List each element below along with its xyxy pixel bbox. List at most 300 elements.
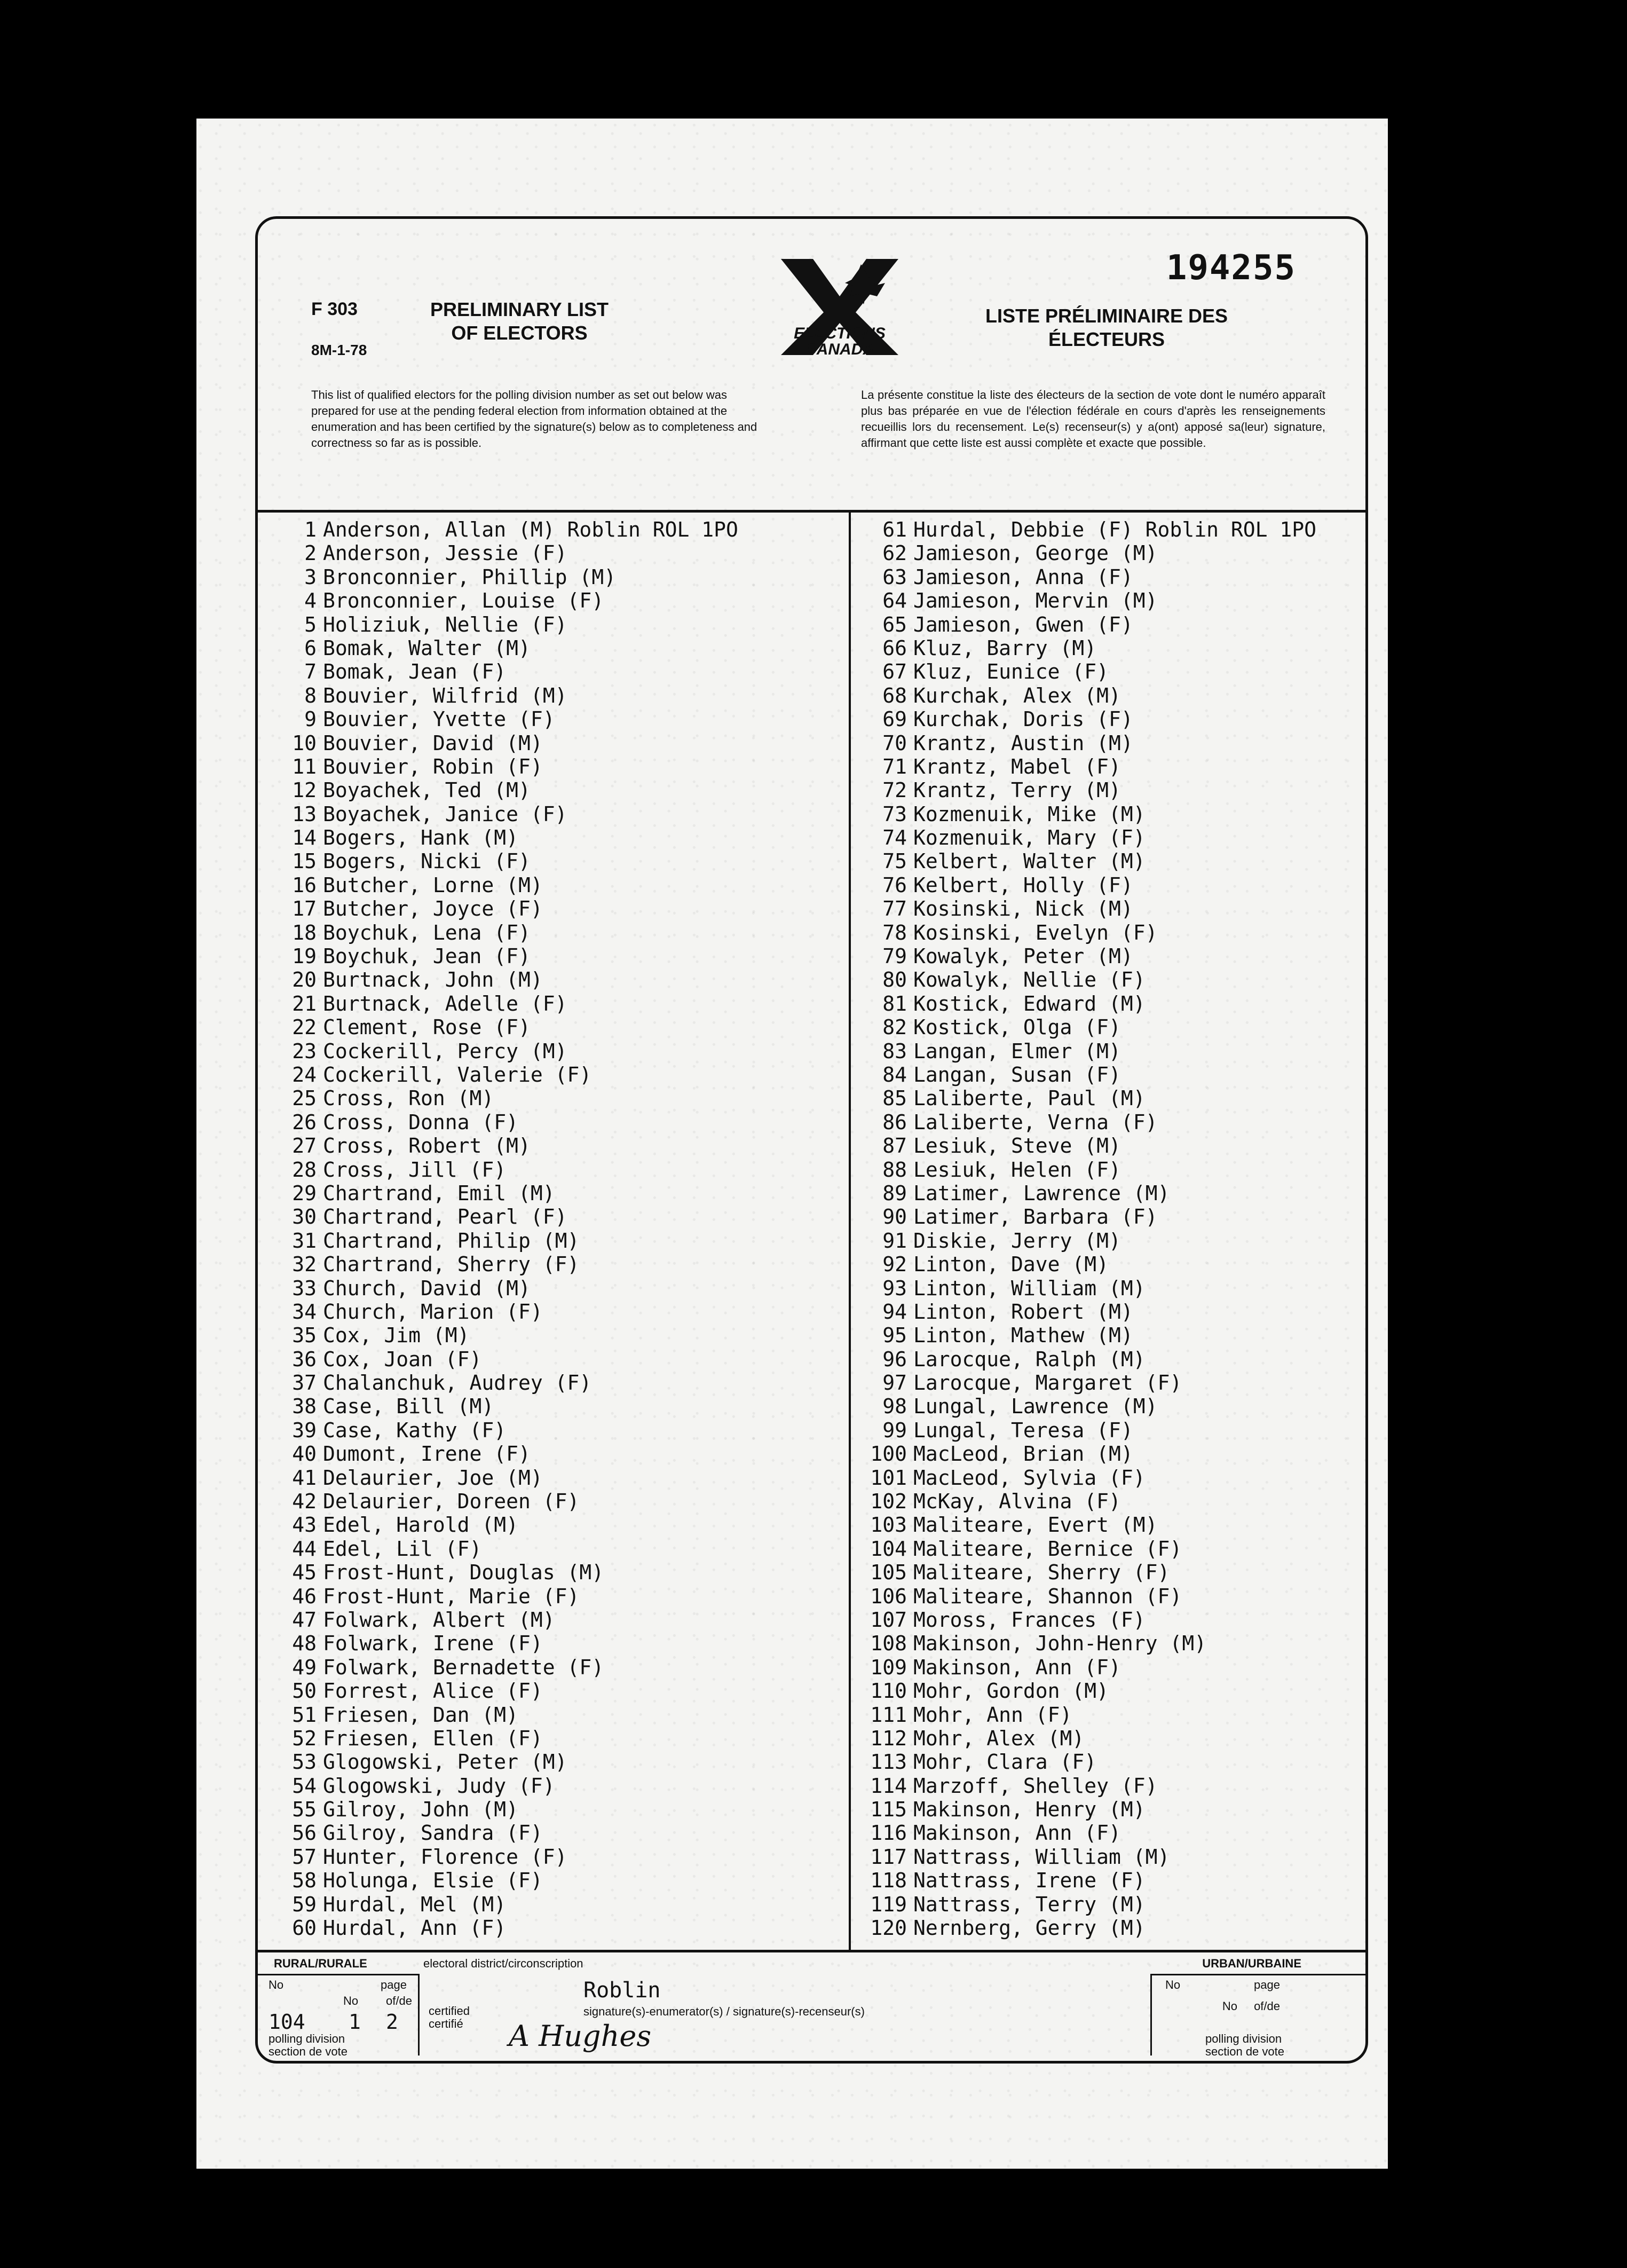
elector-row: [856, 755, 1316, 778]
elector-number: 48: [292, 1632, 317, 1656]
elector-number: 59: [292, 1892, 317, 1916]
elector-row: [268, 1608, 738, 1632]
elector-number: 91: [882, 1228, 907, 1253]
elector-name: Boychuk, Lena (F): [323, 920, 531, 944]
elector-row: [268, 921, 738, 944]
elector-number: 39: [292, 1418, 317, 1442]
elector-row: [268, 826, 738, 849]
elector-row: [856, 921, 1316, 944]
elector-number: 47: [292, 1608, 317, 1632]
document-page: [196, 119, 1388, 2169]
elector-row: [268, 1679, 738, 1703]
elector-name: Bouvier, David (M): [323, 731, 543, 755]
elector-row: [856, 1893, 1316, 1916]
elector-number: 23: [292, 1039, 317, 1063]
elector-name: Laliberte, Verna (F): [913, 1110, 1158, 1134]
elector-number: 64: [882, 589, 907, 613]
elector-number: 45: [292, 1561, 317, 1585]
elector-name: Kosinski, Nick (M): [913, 897, 1133, 921]
elector-name: Bogers, Hank (M): [323, 826, 519, 850]
elector-row: [268, 1134, 738, 1157]
elector-name: Delaurier, Doreen (F): [323, 1490, 580, 1514]
elector-row: [856, 1111, 1316, 1134]
elector-name: Anderson, Allan (M) Roblin ROL 1PO: [323, 518, 738, 541]
elector-number: 28: [292, 1157, 317, 1182]
elector-row: [268, 660, 738, 683]
elector-number: 53: [292, 1750, 317, 1774]
elector-name: Laliberte, Paul (M): [913, 1086, 1146, 1111]
elector-row: [856, 1585, 1316, 1608]
page-of: 2: [386, 2010, 398, 2034]
elector-number: 2: [304, 541, 317, 565]
polling-division-number: 104: [268, 2010, 305, 2034]
elector-number: 96: [882, 1347, 907, 1371]
elector-row: [856, 1608, 1316, 1632]
elector-name: Krantz, Mabel (F): [913, 754, 1121, 778]
elector-number: 67: [882, 660, 907, 684]
elector-row: [856, 1371, 1316, 1395]
elector-row: [268, 1419, 738, 1442]
elector-number: 60: [292, 1916, 317, 1940]
elector-name: Jamieson, Anna (F): [913, 565, 1133, 589]
elector-number: 5: [304, 612, 317, 636]
elector-number: 52: [292, 1726, 317, 1750]
elector-number: 49: [292, 1655, 317, 1679]
elector-name: Larocque, Margaret (F): [913, 1371, 1182, 1395]
polling-division-label: polling division section de vote: [268, 2032, 347, 2058]
elector-number: 105: [870, 1561, 907, 1585]
elector-number: 20: [292, 968, 317, 992]
elector-name: Cockerill, Valerie (F): [323, 1062, 592, 1086]
elector-name: MacLeod, Brian (M): [913, 1442, 1133, 1466]
electoral-district: Roblin: [583, 1978, 661, 2003]
elector-row: [856, 1134, 1316, 1157]
elector-row: [268, 1253, 738, 1276]
elector-number: 13: [292, 802, 317, 826]
elector-row: [268, 1703, 738, 1727]
elector-number: 27: [292, 1134, 317, 1158]
elector-number: 31: [292, 1228, 317, 1253]
elector-row: [268, 1656, 738, 1679]
elector-number: 80: [882, 968, 907, 992]
elector-number: 62: [882, 541, 907, 565]
elector-number: 83: [882, 1039, 907, 1063]
elector-name: Marzoff, Shelley (F): [913, 1774, 1158, 1798]
elector-name: Jamieson, George (M): [913, 541, 1158, 565]
elector-name: Linton, Robert (M): [913, 1300, 1133, 1324]
elector-row: [856, 1324, 1316, 1347]
elector-name: Makinson, Henry (M): [913, 1798, 1146, 1822]
elector-name: Cross, Ron (M): [323, 1086, 494, 1111]
elector-number: 114: [870, 1774, 907, 1798]
elector-number: 66: [882, 636, 907, 660]
elector-row: [856, 1537, 1316, 1561]
elector-row: [856, 1679, 1316, 1703]
elector-name: Krantz, Terry (M): [913, 778, 1121, 802]
elector-row: [268, 731, 738, 755]
elector-number: 74: [882, 826, 907, 850]
elector-row: [856, 1229, 1316, 1253]
elector-name: Cross, Donna (F): [323, 1110, 519, 1134]
elector-row: [268, 1371, 738, 1395]
serial-number: 194255: [1166, 248, 1296, 288]
urban-polling-division-label: polling division section de vote: [1205, 2032, 1284, 2058]
elector-number: 40: [292, 1442, 317, 1466]
elector-number: 55: [292, 1798, 317, 1822]
elector-row: [856, 1916, 1316, 1940]
elector-name: Hunter, Florence (F): [323, 1845, 567, 1869]
elector-name: Kluz, Eunice (F): [913, 660, 1109, 684]
elector-name: Maliteare, Evert (M): [913, 1513, 1158, 1537]
elector-row: [856, 731, 1316, 755]
elector-name: Kowalyk, Peter (M): [913, 944, 1133, 968]
elector-name: Lesiuk, Helen (F): [913, 1157, 1121, 1182]
elector-number: 15: [292, 849, 317, 873]
elector-number: 106: [870, 1584, 907, 1608]
elector-name: Langan, Susan (F): [913, 1062, 1121, 1086]
elector-number: 95: [882, 1324, 907, 1348]
elector-name: Holunga, Elsie (F): [323, 1869, 543, 1893]
elector-number: 79: [882, 944, 907, 968]
elector-row: [856, 1442, 1316, 1466]
elector-number: 68: [882, 683, 907, 707]
elector-row: [856, 992, 1316, 1015]
elector-row: [268, 1395, 738, 1418]
elector-number: 54: [292, 1774, 317, 1798]
title-english: PRELIMINARY LIST OF ELECTORS: [430, 298, 609, 344]
footer: [258, 1952, 1365, 2061]
elector-name: Langan, Elmer (M): [913, 1039, 1121, 1063]
elector-row: [268, 1040, 738, 1063]
elector-row: [856, 636, 1316, 660]
elector-number: 4: [304, 589, 317, 613]
elector-number: 72: [882, 778, 907, 802]
elector-number: 35: [292, 1324, 317, 1348]
elector-name: Mohr, Alex (M): [913, 1726, 1085, 1750]
elector-row: [856, 778, 1316, 802]
elector-name: Mohr, Ann (F): [913, 1703, 1072, 1727]
elector-number: 70: [882, 731, 907, 755]
elector-name: Nattrass, Terry (M): [913, 1892, 1146, 1916]
elector-number: 61: [882, 518, 907, 541]
elector-number: 111: [870, 1703, 907, 1727]
elector-name: Burtnack, John (M): [323, 968, 543, 992]
elector-row: [268, 589, 738, 612]
elector-row: [856, 1253, 1316, 1276]
header-divider: [258, 510, 1365, 513]
elector-row: [268, 755, 738, 778]
elector-name: Lesiuk, Steve (M): [913, 1134, 1121, 1158]
elector-name: Chartrand, Sherry (F): [323, 1253, 580, 1277]
page-no-label: No: [343, 1994, 359, 2007]
elector-row: [856, 1798, 1316, 1821]
elector-name: Frost-Hunt, Douglas (M): [323, 1561, 604, 1585]
elector-row: [856, 541, 1316, 565]
title-french: LISTE PRÉLIMINAIRE DES ÉLECTEURS: [985, 305, 1228, 350]
elector-number: 25: [292, 1086, 317, 1111]
elector-number: 109: [870, 1655, 907, 1679]
elector-row: [268, 968, 738, 991]
elector-number: 99: [882, 1418, 907, 1442]
elector-row: [268, 944, 738, 968]
elector-row: [856, 1750, 1316, 1774]
elector-number: 30: [292, 1205, 317, 1229]
elector-number: 26: [292, 1110, 317, 1134]
elector-row: [856, 1040, 1316, 1063]
elector-number: 88: [882, 1157, 907, 1182]
elector-row: [268, 1466, 738, 1490]
elector-name: Linton, William (M): [913, 1276, 1146, 1300]
elector-row: [268, 1537, 738, 1561]
elector-row: [268, 1845, 738, 1869]
elector-row: [856, 1300, 1316, 1324]
elector-name: Diskie, Jerry (M): [913, 1228, 1121, 1253]
elector-row: [856, 1205, 1316, 1228]
elector-row: [268, 1111, 738, 1134]
elector-name: Kostick, Olga (F): [913, 1015, 1121, 1040]
elector-number: 92: [882, 1253, 907, 1277]
elector-row: [268, 1348, 738, 1371]
elector-number: 86: [882, 1110, 907, 1134]
elector-name: Edel, Harold (M): [323, 1513, 519, 1537]
elector-name: Moross, Frances (F): [913, 1608, 1146, 1632]
elector-number: 85: [882, 1086, 907, 1111]
elector-name: Cox, Joan (F): [323, 1347, 482, 1371]
elector-name: Burtnack, Adelle (F): [323, 991, 567, 1015]
elector-number: 63: [882, 565, 907, 589]
elector-row: [856, 873, 1316, 897]
elector-number: 16: [292, 873, 317, 897]
elector-name: Hurdal, Debbie (F) Roblin ROL 1PO: [913, 518, 1316, 541]
elector-row: [268, 1750, 738, 1774]
elector-name: Gilroy, John (M): [323, 1798, 519, 1822]
elector-name: Maliteare, Shannon (F): [913, 1584, 1182, 1608]
elector-row: [268, 1063, 738, 1086]
elector-name: Clement, Rose (F): [323, 1015, 531, 1040]
elector-number: 65: [882, 612, 907, 636]
elector-name: Church, Marion (F): [323, 1300, 543, 1324]
elector-number: 18: [292, 920, 317, 944]
urban-page-label: page: [1254, 1978, 1280, 1991]
certification-french: La présente constitue la liste des électeurs de la section de vote dont le numéro apparaît plus bas préparée en vue de l'élection fédérale en cours d'après les renseignements recueillis lors du recensement. Le(s) recenseur(s) y a(ont) apposé sa(leur) signature, affirmant que cette liste est aussi complète et exacte que possible.: [861, 388, 1325, 450]
elector-number: 1: [304, 518, 317, 541]
elector-row: [856, 1395, 1316, 1418]
elector-number: 108: [870, 1632, 907, 1656]
elector-name: Kozmenuik, Mary (F): [913, 826, 1146, 850]
elector-name: Maliteare, Sherry (F): [913, 1561, 1170, 1585]
electoral-district-label: electoral district/circonscription: [423, 1957, 583, 1970]
urban-no-label: No: [1165, 1978, 1181, 1991]
elector-row: [856, 1869, 1316, 1892]
elector-number: 77: [882, 897, 907, 921]
elector-name: Jamieson, Mervin (M): [913, 589, 1158, 613]
elector-name: Butcher, Lorne (M): [323, 873, 543, 897]
elector-name: Kelbert, Holly (F): [913, 873, 1133, 897]
elector-name: Linton, Mathew (M): [913, 1324, 1133, 1348]
elector-row: [268, 1585, 738, 1608]
elector-number: 38: [292, 1395, 317, 1419]
elector-number: 118: [870, 1869, 907, 1893]
rural-label: RURAL/RURALE: [274, 1957, 367, 1970]
elector-name: Kostick, Edward (M): [913, 991, 1146, 1015]
elector-number: 24: [292, 1062, 317, 1086]
elector-number: 75: [882, 849, 907, 873]
elector-name: Linton, Dave (M): [913, 1253, 1109, 1277]
elector-name: Anderson, Jessie (F): [323, 541, 567, 565]
elector-number: 98: [882, 1395, 907, 1419]
elector-row: [856, 1466, 1316, 1490]
elector-name: Makinson, Ann (F): [913, 1821, 1121, 1845]
elector-row: [856, 944, 1316, 968]
elector-row: [856, 518, 1316, 541]
elector-row: [268, 1442, 738, 1466]
elector-row: [856, 968, 1316, 991]
urban-label: URBAN/URBAINE: [1202, 1957, 1301, 1970]
elector-number: 120: [870, 1916, 907, 1940]
elector-name: Bouvier, Wilfrid (M): [323, 683, 567, 707]
elector-row: [268, 1086, 738, 1110]
elector-number: 94: [882, 1300, 907, 1324]
certification-english: This list of qualified electors for the polling division number as set out below was prepared for use at the pending federal election from information obtained at the enumeration and has been certified by the signature(s) below as to completeness and correctness so far as is possible.: [311, 388, 757, 450]
elector-row: [856, 1821, 1316, 1845]
elector-number: 102: [870, 1490, 907, 1514]
elector-row: [856, 1348, 1316, 1371]
elector-number: 46: [292, 1584, 317, 1608]
elector-row: [268, 873, 738, 897]
elector-number: 107: [870, 1608, 907, 1632]
page-label: page: [381, 1978, 407, 1991]
elector-row: [856, 1632, 1316, 1655]
elector-name: Mohr, Gordon (M): [913, 1679, 1109, 1703]
elector-name: Case, Bill (M): [323, 1395, 494, 1419]
column-divider: [849, 513, 851, 1952]
elector-name: Bouvier, Yvette (F): [323, 707, 555, 731]
elector-name: Chartrand, Philip (M): [323, 1228, 580, 1253]
elector-name: Kurchak, Doris (F): [913, 707, 1133, 731]
elector-row: [268, 1300, 738, 1324]
elector-name: Hurdal, Ann (F): [323, 1916, 507, 1940]
elector-number: 89: [882, 1181, 907, 1205]
elector-name: Folwark, Irene (F): [323, 1632, 543, 1656]
elector-number: 69: [882, 707, 907, 731]
elector-number: 56: [292, 1821, 317, 1845]
electors-list-right: [856, 518, 1316, 1940]
elector-number: 82: [882, 1015, 907, 1040]
elector-row: [268, 1205, 738, 1228]
elector-number: 51: [292, 1703, 317, 1727]
elector-row: [268, 897, 738, 920]
elector-row: [268, 1727, 738, 1750]
page-number: 1: [349, 2010, 361, 2034]
elector-row: [268, 849, 738, 873]
electors-list-left: [268, 518, 738, 1940]
elector-name: Kelbert, Walter (M): [913, 849, 1146, 873]
elector-name: Boyachek, Janice (F): [323, 802, 567, 826]
elector-row: [856, 1845, 1316, 1869]
elector-name: Cross, Robert (M): [323, 1134, 531, 1158]
elector-row: [268, 1821, 738, 1845]
elector-number: 84: [882, 1062, 907, 1086]
elector-row: [856, 849, 1316, 873]
elector-number: 119: [870, 1892, 907, 1916]
elector-number: 19: [292, 944, 317, 968]
elector-number: 42: [292, 1490, 317, 1514]
elector-number: 43: [292, 1513, 317, 1537]
elector-row: [856, 565, 1316, 589]
elector-name: Kluz, Barry (M): [913, 636, 1097, 660]
elector-number: 11: [292, 754, 317, 778]
elector-row: [268, 1015, 738, 1039]
elector-name: Jamieson, Gwen (F): [913, 612, 1133, 636]
elector-name: Nattrass, William (M): [913, 1845, 1170, 1869]
elector-number: 12: [292, 778, 317, 802]
elector-row: [856, 1063, 1316, 1086]
elector-name: MacLeod, Sylvia (F): [913, 1466, 1146, 1490]
elector-name: Delaurier, Joe (M): [323, 1466, 543, 1490]
elector-row: [856, 684, 1316, 707]
elector-row: [856, 1727, 1316, 1750]
elector-name: Maliteare, Bernice (F): [913, 1537, 1182, 1561]
elector-row: [268, 1324, 738, 1347]
elector-row: [268, 1158, 738, 1182]
elector-name: Cox, Jim (M): [323, 1324, 470, 1348]
elector-row: [268, 1632, 738, 1655]
elector-number: 73: [882, 802, 907, 826]
elector-name: Bomak, Walter (M): [323, 636, 531, 660]
elector-row: [268, 1916, 738, 1940]
elector-name: Chartrand, Pearl (F): [323, 1205, 567, 1229]
elector-number: 17: [292, 897, 317, 921]
elector-name: Makinson, John-Henry (M): [913, 1632, 1207, 1656]
elector-name: Bronconnier, Louise (F): [323, 589, 604, 613]
elector-name: Kowalyk, Nellie (F): [913, 968, 1146, 992]
elector-number: 14: [292, 826, 317, 850]
elector-name: Bogers, Nicki (F): [323, 849, 531, 873]
elector-row: [856, 1182, 1316, 1205]
elector-number: 8: [304, 683, 317, 707]
elector-name: Kosinski, Evelyn (F): [913, 920, 1158, 944]
elector-number: 37: [292, 1371, 317, 1395]
elector-number: 6: [304, 636, 317, 660]
elector-number: 71: [882, 754, 907, 778]
elector-name: Mohr, Clara (F): [913, 1750, 1097, 1774]
elector-number: 22: [292, 1015, 317, 1040]
elector-number: 21: [292, 991, 317, 1015]
elector-row: [856, 1277, 1316, 1300]
elector-name: Folwark, Bernadette (F): [323, 1655, 604, 1679]
elector-name: Bomak, Jean (F): [323, 660, 507, 684]
elector-name: Cross, Jill (F): [323, 1157, 507, 1182]
elector-name: Kozmenuik, Mike (M): [913, 802, 1146, 826]
elector-name: Krantz, Austin (M): [913, 731, 1133, 755]
form-code: F 303: [311, 299, 358, 319]
elector-row: [268, 1798, 738, 1821]
elector-name: Glogowski, Peter (M): [323, 1750, 567, 1774]
elector-name: Chalanchuk, Audrey (F): [323, 1371, 592, 1395]
elector-number: 29: [292, 1181, 317, 1205]
elector-number: 9: [304, 707, 317, 731]
enumerator-signature: A Hughes: [509, 2019, 652, 2053]
elector-name: Lungal, Lawrence (M): [913, 1395, 1158, 1419]
elector-row: [856, 1513, 1316, 1537]
elector-number: 57: [292, 1845, 317, 1869]
signature-label: signature(s)-enumerator(s) / signature(s)-recenseur(s): [583, 2005, 865, 2018]
elector-number: 76: [882, 873, 907, 897]
elector-name: Holiziuk, Nellie (F): [323, 612, 567, 636]
elector-row: [856, 613, 1316, 636]
elector-row: [856, 826, 1316, 849]
elector-name: Glogowski, Judy (F): [323, 1774, 555, 1798]
